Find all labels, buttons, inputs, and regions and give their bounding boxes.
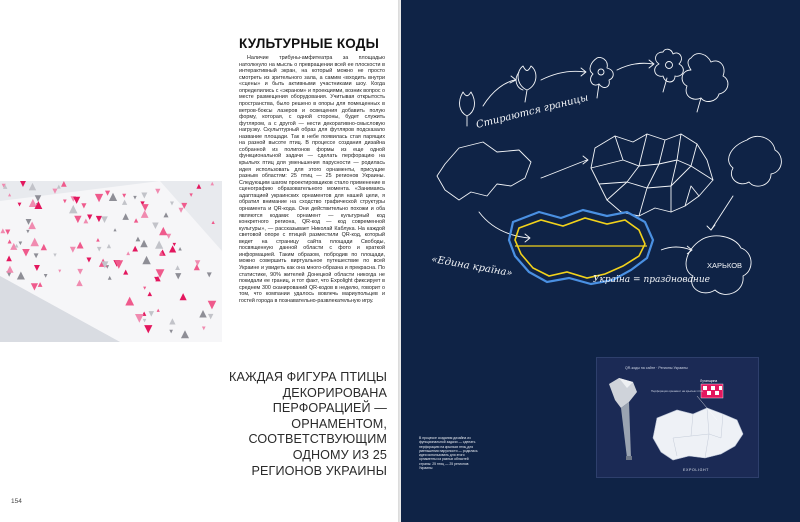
figure-caption: В процессе создания дизайна из функциональной задачи — сделать перфорацию на крыльях птиц для уменьшения парусности — родилась идея использовать для этого орнаменты из разных областей страны: 25 птиц — 25 регионов Украины	[419, 436, 478, 471]
sketch-label-borders: Стираются границы	[475, 92, 590, 131]
flower-bloom-icon	[590, 57, 613, 98]
cloud-shape-icon	[682, 54, 728, 112]
perforated-wing-illustration	[0, 181, 222, 342]
screen-header: QR-коды на сайте · Регионы Украины	[625, 366, 688, 370]
sketch-label-kharkov: ХАРЬКОВ	[707, 261, 743, 270]
page-number: 154	[11, 498, 22, 505]
flower-opening-icon	[516, 66, 536, 102]
bird-sculpture-photo	[0, 181, 222, 342]
screen-ornament-note: Перфорация орнамент на крыльях птиц	[651, 389, 704, 393]
united-ukraine-map	[509, 210, 692, 284]
sketch-label-holiday: Україна = празднование	[593, 275, 710, 285]
website-screenshot	[596, 357, 759, 478]
pull-quote: КАЖДАЯ ФИГУРА ПТИЦЫ ДЕКОРИРОВАНА ПЕРФОРАЦИЕЙ — ОРНАМЕНТОМ, СООТВЕТСТВУЮЩИМ ОДНОМУ ИЗ 25 РЕГИОНОВ УКРАИНЫ	[229, 370, 387, 478]
article-body: Наличие трибуны-амфитеатра за площадью натолкнуло на мысль о превращении всей ее плоскости в интерактивный экран, на который можно не просто смотреть из зрительного зала, а самим «входить внутри «сцены» и быть активными участниками шоу. Когда определились с «экраном» и проекциями, возник вопрос о месте размещения оборудования. Учитывая открытость пространства, было решено в опоры для помещенных в ветров-боксы лазеров и освещения добавить полую форму, которая, с одной стороны, будет служить футляром, а с другой — нести декоративно-смысловую нагрузку. Скульптурный образ для футляров подсказало название площади. Так в небе появилась стая парящих на разной высоте птиц. В процессе создания дизайна собранной из полигонов формы из еще одной функциональной задачи — сделать перфорацию на крыльях птиц для уменьшения парусности — родилась идея использовать для этого орнаменты, присущие разным областям: 25 птиц — 25 регионов Украины. Следующим шагом проектировщиков стало применение в сценографию образовательного момента. «Занимаясь адаптацией украинских орнаментов для нашей цели, я обратил внимание на сходство графической структуры орнамента и QR-кода. Они действительно похожи и оба являются кодами: орнамент — культурный код конкретного региона, QR-код — код современной культуры», — рассказывает Николай Каблука. На каждой световой опоре с птицей разместили QR-код, который ведет на страницу сайта площади Свободы, посвященную данной области с фото и краткой информацией. Таким образом, побродив по площади, можно совершить виртуальное путешествие по всей Украине и увидеть как она много-образна и прекрасна. По статистике, 90% жителей Донецкой области никогда не покидали ее границ, и тот факт, что Expolight фиксирует в среднем 300 сканирований QR-кодов в неделю, говорит о том, что компании удалось вовлечь мариупольцев и гостей города в познавательно-развлекательную игру.	[239, 55, 385, 304]
screen-region-label: Луганщина	[700, 379, 718, 383]
screen-brand: EXPOLIGHT	[683, 468, 709, 472]
right-page	[401, 0, 800, 522]
regions-map-outline	[591, 134, 713, 216]
flower-bud-icon	[460, 92, 475, 126]
sketch-label-united: «Едина країна»	[430, 254, 514, 280]
section-heading: КУЛЬТУРНЫЕ КОДЫ	[239, 36, 380, 51]
qr-site-preview	[597, 358, 758, 477]
flower-full-icon	[655, 49, 684, 92]
